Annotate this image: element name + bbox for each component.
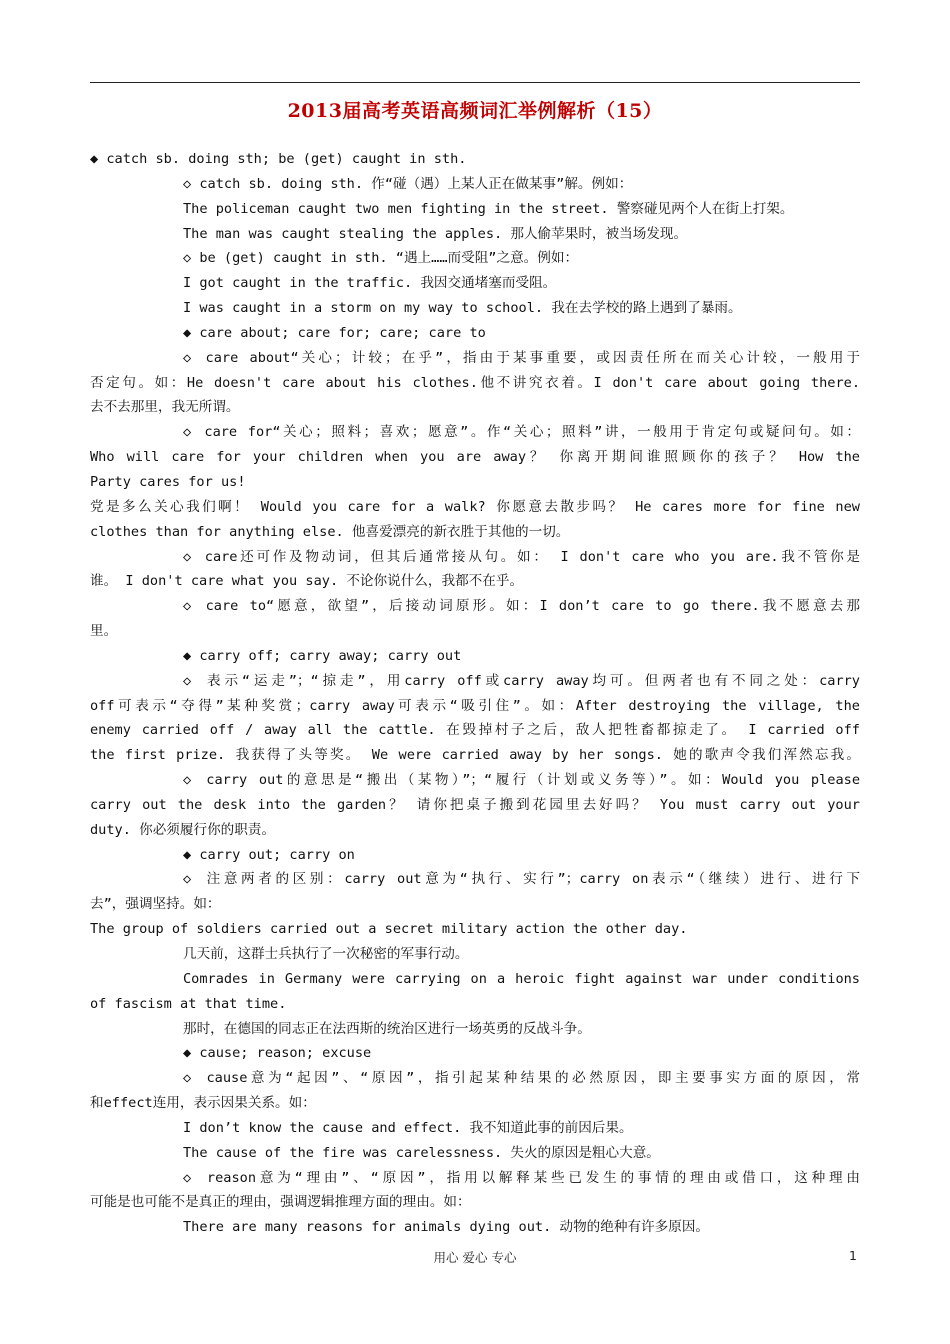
- text-line: carry out the desk into the garden？ 请你把桌子搬到花园里去好吗？ You must carry out your: [90, 796, 860, 813]
- text-line: ◇ be (get) caught in sth. “遇上……而受阻”之意。例如：: [183, 250, 579, 267]
- text-line: of fascism at that time.: [90, 995, 287, 1012]
- text-line: ◇ care to“愿意，欲望”，后接动词原形。如：I don’t care to go there.我不愿意去那: [183, 598, 860, 615]
- text-line: 几天前，这群士兵执行了一次秘密的军事行动。: [183, 946, 469, 962]
- text-line: 去”，强调坚持。如：: [90, 896, 221, 913]
- text-line: 否定句。如：He doesn't care about his clothes.他不讲究衣着。I don't care about going there.: [90, 374, 860, 391]
- text-line: the first prize. 我获得了头等奖。 We were carried away by her songs. 她的歌声令我们浑然忘我。: [90, 747, 860, 764]
- text-line: ◇ carry out的意思是“搬出（某物）”；“履行（计划或义务等）”。如：Would you please: [183, 772, 860, 789]
- text-line: off可表示“夺得”某种奖赏；carry away可表示“吸引住”。如：After destroying the village, the: [90, 697, 860, 714]
- text-line: ◆ catch sb. doing sth; be (get) caught in sth.: [90, 151, 467, 167]
- text-line: 谁。 I don't care what you say. 不论你说什么，我都不在乎。: [90, 573, 524, 590]
- text-line: ◆ cause; reason; excuse: [183, 1045, 372, 1062]
- text-line: ◇ care about“关心；计较；在乎”，指由于某事重要，或因责任所在而关心计较，一般用于: [183, 349, 860, 366]
- text-line: The man was caught stealing the apples. 那人偷苹果时，被当场发现。: [183, 225, 688, 242]
- text-line: Party cares for us!: [90, 473, 246, 490]
- text-line: 去不去那里，我无所谓。: [90, 399, 240, 416]
- text-line: ◇ 表示“运走”；“掠走”，用carry off或carry away均可。但两者也有不同之处：carry: [183, 672, 860, 689]
- text-line: I don’t know the cause and effect. 我不知道此事的前因后果。: [183, 1119, 633, 1136]
- text-line: ◆ carry off; carry away; carry out: [183, 647, 462, 664]
- page-number: 1: [849, 1248, 857, 1263]
- text-line: duty. 你必须履行你的职责。: [90, 821, 276, 838]
- text-line: ◆ care about; care for; care; care to: [183, 324, 486, 341]
- header-rule: [90, 82, 860, 83]
- page-title: 2013届高考英语高频词汇举例解析（15）: [287, 100, 663, 122]
- text-line: ◇ reason意为“理由”、“原因”，指用以解释某些已发生的事情的理由或借口，这种理由: [183, 1169, 860, 1186]
- text-line: ◇ cause意为“起因”、“原因”，指引起某种结果的必然原因，即主要事实方面的原因，常: [183, 1070, 860, 1087]
- text-line: 可能是也可能不是真正的理由，强调逻辑推理方面的理由。如：: [90, 1194, 471, 1211]
- text-line: The policeman caught two men fighting in the street. 警察碰见两个人在街上打架。: [183, 200, 794, 217]
- text-line: 里。: [90, 623, 118, 640]
- text-line: There are many reasons for animals dying out. 动物的绝种有许多原因。: [183, 1219, 710, 1236]
- text-line: Comrades in Germany were carrying on a heroic fight against war under conditions: [183, 970, 860, 987]
- text-line: 那时，在德国的同志正在法西斯的统治区进行一场英勇的反战斗争。: [183, 1020, 591, 1037]
- text-line: ◇ 注意两者的区别：carry out意为“执行、实行”；carry on表示“（继续）进行、进行下: [183, 871, 860, 888]
- text-line: enemy carried off / away all the cattle. 在毁掉村子之后，敌人把牲畜都掠走了。 I carried off: [90, 722, 860, 739]
- text-line: 和effect连用，表示因果关系。如：: [90, 1095, 316, 1112]
- text-line: ◇ catch sb. doing sth. 作“碰（遇）上某人正在做某事”解。例如：: [183, 175, 633, 192]
- text-line: ◇ care还可作及物动词，但其后通常接从句。如： I don't care who you are.我不管你是: [183, 548, 860, 565]
- text-line: ◆ carry out; carry on: [183, 846, 355, 863]
- text-line: I got caught in the traffic. 我因交通堵塞而受阻。: [183, 275, 557, 292]
- text-line: 党是多么关心我们啊！ Would you care for a walk? 你愿意去散步吗？ He cares more for fine new: [90, 498, 860, 515]
- text-line: The cause of the fire was carelessness. 失火的原因是粗心大意。: [183, 1144, 660, 1161]
- text-line: clothes than for anything else. 他喜爱漂亮的新衣胜于其他的一切。: [90, 523, 570, 540]
- text-line: Who will care for your children when you are away？ 你离开期间谁照顾你的孩子？ How the: [90, 449, 860, 466]
- page-footer: 用心 爱心 专心: [433, 1250, 517, 1265]
- text-line: ◇ care for“关心；照料；喜欢；愿意”。作“关心；照料”讲，一般用于肯定句或疑问句。如：: [183, 424, 860, 441]
- text-line: I was caught in a storm on my way to school. 我在去学校的路上遇到了暴雨。: [183, 300, 742, 317]
- document-body: [90, 147, 860, 1240]
- text-line: The group of soldiers carried out a secret military action the other day.: [90, 921, 688, 938]
